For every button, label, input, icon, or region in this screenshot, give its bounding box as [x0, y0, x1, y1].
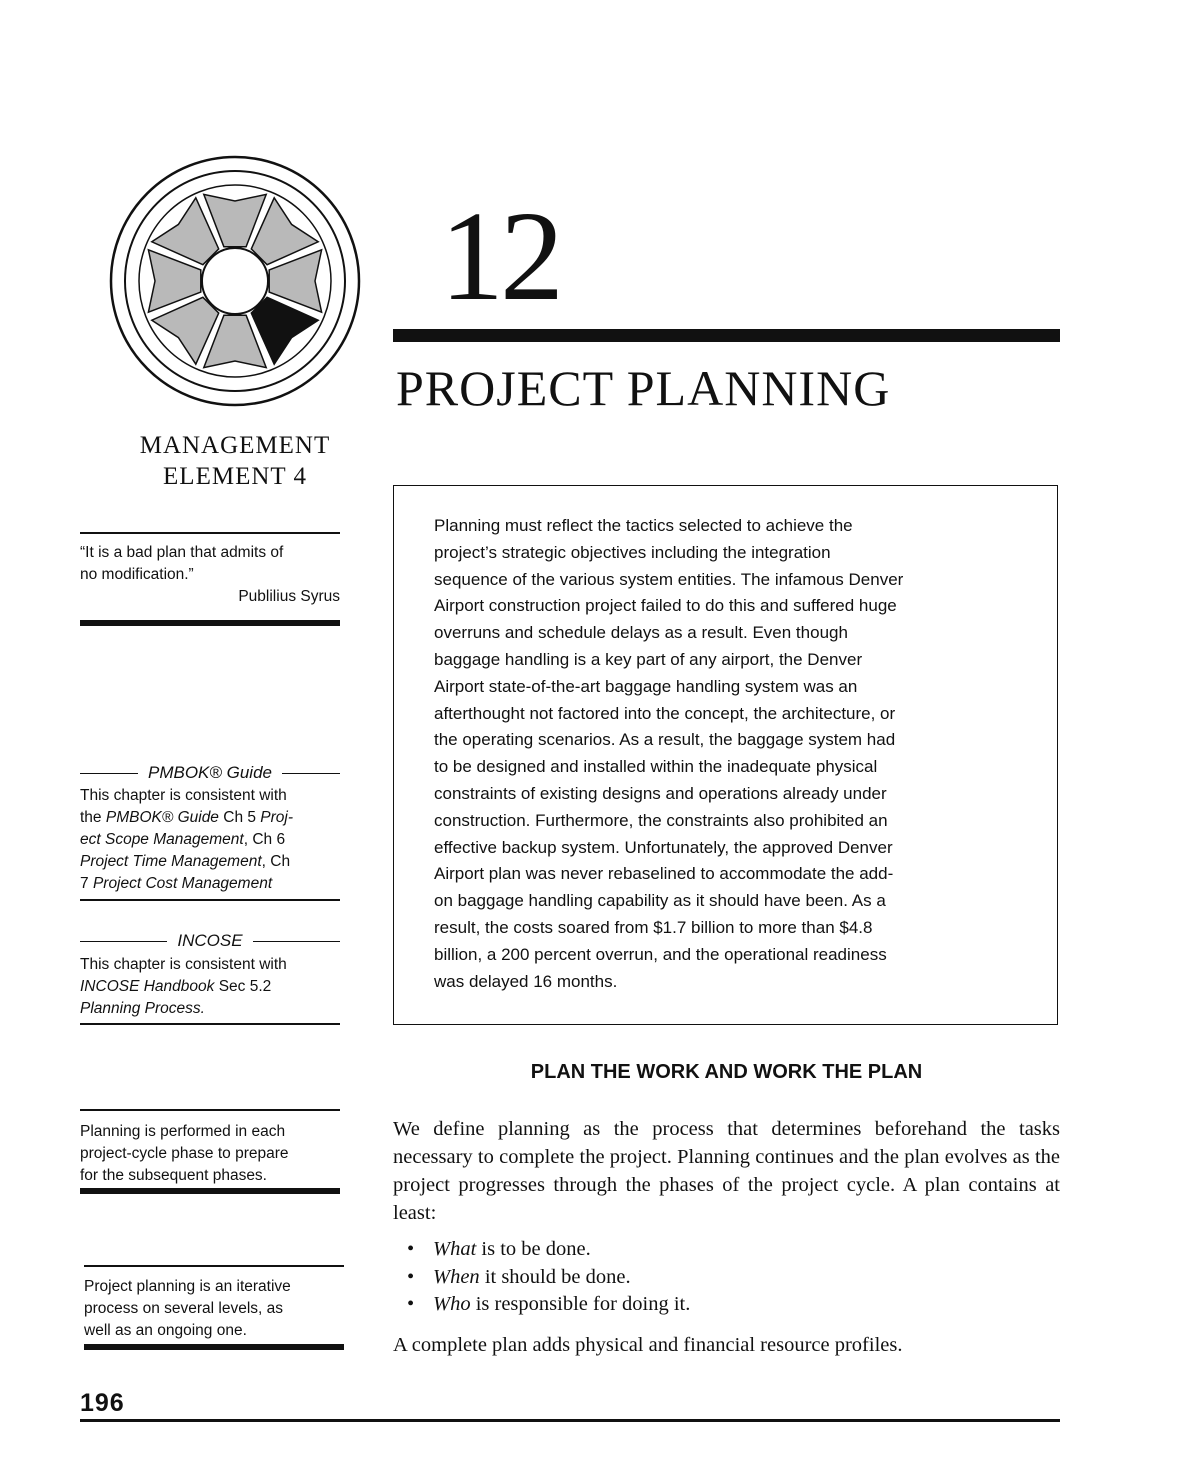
bullet-text: is responsible for doing it. [470, 1293, 691, 1315]
pmbok-line [80, 807, 342, 829]
pmbok-note [80, 785, 342, 895]
quote-line: no modification.” [80, 566, 194, 583]
closing-sentence: A complete plan adds physical and financial resource profiles. [393, 1334, 903, 1356]
pmbok-bottom-rule [80, 899, 340, 901]
management-element-line1: MANAGEMENT [139, 432, 331, 459]
section-paragraph: We define planning as the process that determines beforehand the tasks necessary to complete the project. Planning continues and the plan evolves as the project progresses through the phases of the project cycle. A plan contains at least: [393, 1118, 1060, 1224]
box-text-line: was delayed 16 months. [434, 971, 618, 991]
box-text-line: on baggage handling capability as it should have been. As a [434, 891, 886, 911]
pmbok-text: , Ch [261, 853, 291, 870]
note2-bottom-rule [84, 1344, 344, 1350]
pmbok-line [80, 785, 342, 807]
incose-note [80, 954, 342, 1020]
incose-text: This chapter is consistent with [80, 956, 287, 973]
note-line: Project planning is an iterative [84, 1278, 291, 1295]
box-text-line: afterthought not factored into the concept, the architecture, or [434, 703, 896, 723]
chapter-rule [393, 329, 1060, 342]
note-line: process on several levels, as [84, 1300, 284, 1317]
pmbok-text: the [80, 809, 106, 826]
pmbok-text: PMBOK® Guide [105, 809, 219, 826]
pmbok-line [80, 873, 342, 895]
sidebar-note-2 [84, 1276, 346, 1342]
note-line: for the subsequent phases. [80, 1167, 267, 1184]
box-text-line: constraints of existing designs and operations already under [434, 783, 887, 803]
pmbok-text: Ch 5 [218, 809, 261, 826]
pmbok-text: Project Cost Management [92, 875, 273, 892]
list-item [405, 1264, 1005, 1292]
pmbok-line [80, 829, 342, 851]
footer-rule [80, 1419, 1060, 1422]
list-item [405, 1291, 1005, 1319]
box-text-line: construction. Furthermore, the constraints also prohibited an [434, 810, 888, 830]
incose-text: Sec 5.2 [214, 978, 272, 995]
incose-text: INCOSE Handbook [80, 978, 215, 995]
management-wheel-icon [109, 155, 361, 407]
pmbok-text: , Ch 6 [243, 831, 286, 848]
box-text-line: project’s strategic objectives including the integration [434, 542, 831, 562]
pmbok-line [80, 851, 342, 873]
quote-author: Publilius Syrus [238, 588, 340, 605]
incose-text: Planning Process. [80, 1000, 205, 1017]
page-number: 196 [80, 1389, 125, 1417]
note-line: well as an ongoing one. [84, 1322, 247, 1339]
quote-top-rule [80, 532, 340, 534]
box-text-line: result, the costs soared from $1.7 billion to more than $4.8 [434, 917, 873, 937]
box-text-line: baggage handling is a key part of any airport, the Denver [434, 649, 863, 669]
box-text-line: billion, a 200 percent overrun, and the operational readiness [434, 944, 887, 964]
box-text-line: Airport construction project failed to do this and suffered huge [434, 596, 897, 616]
note1-top-rule [80, 1109, 340, 1111]
box-text-line: Airport state-of-the-art baggage handling system was an [434, 676, 858, 696]
bullet-text: it should be done. [479, 1265, 631, 1288]
list-item [405, 1236, 1005, 1264]
bullet-emphasis: Who [433, 1293, 471, 1315]
box-text-line: to be designed and installed within the inadequate physical [434, 757, 878, 777]
incose-heading [80, 930, 340, 952]
box-text-line: Planning must reflect the tactics selected to achieve the [434, 516, 853, 535]
pmbok-heading-text: PMBOK® Guide [138, 763, 282, 782]
incose-bottom-rule [80, 1023, 340, 1025]
bullet-emphasis: What [433, 1238, 477, 1260]
plan-bullet-list [405, 1236, 1005, 1319]
box-text-line: overruns and schedule delays as a result. Even though [434, 623, 848, 643]
bullet-emphasis: When [433, 1265, 480, 1288]
box-text-line: Airport plan was never rebaselined to accommodate the add- [434, 864, 894, 884]
management-element-label [110, 430, 360, 492]
sidebar-note-1 [80, 1121, 342, 1187]
pmbok-text: This chapter is consistent with [80, 787, 287, 804]
chapter-title: PROJECT PLANNING [396, 360, 891, 416]
pmbok-text: 7 [80, 875, 93, 892]
note-line: Planning is performed in each [80, 1123, 286, 1140]
chapter-number: 12 [440, 185, 560, 327]
box-text-line: effective backup system. Unfortunately, the approved Denver [434, 837, 893, 857]
denver-airport-text [434, 513, 1034, 995]
pmbok-heading [80, 762, 340, 784]
sidebar-quote [80, 542, 342, 608]
pmbok-text: Project Time Management [80, 853, 262, 870]
note-line: project-cycle phase to prepare [80, 1145, 289, 1162]
box-text-line: the operating scenarios. As a result, the baggage system had [434, 730, 896, 750]
quote-line: “It is a bad plan that admits of [80, 544, 284, 561]
pmbok-text: Proj- [260, 809, 294, 826]
incose-line [80, 976, 342, 998]
quote-bottom-rule [80, 620, 340, 626]
management-element-line2: ELEMENT 4 [163, 463, 307, 490]
box-text-line: sequence of the various system entities. The infamous Denver [434, 569, 904, 589]
section-heading: PLAN THE WORK AND WORK THE PLAN [530, 1061, 923, 1083]
note2-top-rule [84, 1265, 344, 1267]
note1-bottom-rule [80, 1188, 340, 1194]
bullet-text: is to be done. [476, 1238, 591, 1260]
incose-heading-text: INCOSE [167, 931, 252, 950]
pmbok-text: ect Scope Management [80, 831, 244, 848]
